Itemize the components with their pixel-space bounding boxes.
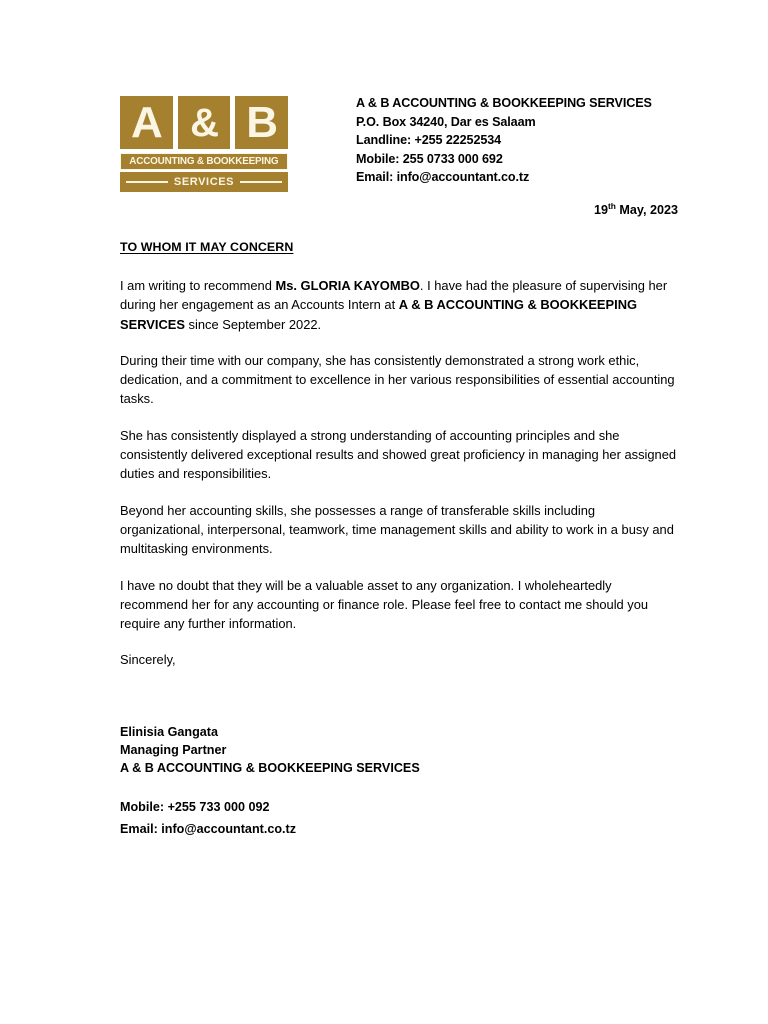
p1-text-1: I am writing to recommend bbox=[120, 278, 276, 293]
paragraph-5: I have no doubt that they will be a valuable asset to any organization. I wholeheartedly recommend her for any accounting or finance role. Please feel free to contact me should you require any further information. bbox=[120, 577, 649, 632]
letterhead-company-name: A & B ACCOUNTING & BOOKKEEPING SERVICES bbox=[356, 96, 652, 110]
footer-mobile: Mobile: +255 733 000 092 bbox=[120, 800, 270, 815]
logo-services-row bbox=[120, 172, 288, 192]
p1-bold-candidate-name: Ms. GLORIA KAYOMBO bbox=[275, 278, 420, 293]
logo-band-text: ACCOUNTING & BOOKKEEPING bbox=[129, 156, 279, 167]
letter-date bbox=[594, 200, 678, 217]
letter-closing: Sincerely, bbox=[120, 652, 176, 668]
logo-letter-a: A bbox=[120, 96, 173, 149]
signature-block bbox=[120, 723, 678, 778]
letter-body bbox=[120, 240, 678, 840]
paragraph-1 bbox=[120, 276, 678, 334]
paragraph-4: Beyond her accounting skills, she possesses a range of transferable skills including organizational, interpersonal, teamwork, time management skills and ability to work in a busy and multitasking environments. bbox=[120, 502, 674, 557]
letterhead-address: P.O. Box 34240, Dar es Salaam bbox=[356, 114, 536, 129]
logo-rule-left bbox=[126, 181, 168, 183]
signer-name: Elinisia Gangata bbox=[120, 724, 218, 739]
company-logo bbox=[120, 96, 288, 192]
letterhead-mobile: Mobile: 255 0733 000 692 bbox=[356, 151, 503, 166]
letter-subject: TO WHOM IT MAY CONCERN bbox=[120, 240, 294, 254]
p1-text-3: since September 2022. bbox=[184, 316, 322, 332]
paragraph-2: During their time with our company, she has consistently demonstrated a strong work ethic, dedication, and a commitment to excellence in her various responsibilities of essential accounting tasks. bbox=[120, 352, 675, 407]
signer-title: Managing Partner bbox=[120, 742, 227, 757]
signer-company: A & B ACCOUNTING & BOOKKEEPING SERVICES bbox=[120, 761, 420, 776]
date-rest: May, 2023 bbox=[615, 203, 678, 217]
p1-text-2: . I have had the pleasure of supervising her during her engagement as an Accounts Intern at bbox=[120, 278, 668, 313]
logo-letter-b: B bbox=[235, 96, 288, 149]
letterhead-contact-block bbox=[356, 92, 652, 187]
logo-services-text: SERVICES bbox=[173, 176, 235, 188]
letterhead-landline: Landline: +255 22252534 bbox=[356, 133, 502, 148]
footer-contact-block bbox=[120, 796, 678, 840]
date-ordinal: th bbox=[608, 200, 616, 211]
date-day: 19 bbox=[594, 203, 609, 217]
footer-email: Email: info@accountant.co.tz bbox=[120, 822, 297, 837]
logo-letter-squares bbox=[120, 96, 288, 149]
letterhead-email: Email: info@accountant.co.tz bbox=[356, 170, 530, 185]
paragraph-3: She has consistently displayed a strong understanding of accounting principles and she consistently delivered exceptional results and showed great proficiency in managing her assigned duties and responsibilities. bbox=[120, 427, 677, 482]
p1-bold-company-name: A & B ACCOUNTING & BOOKKEEPING SERVICES bbox=[120, 297, 638, 332]
logo-letter-ampersand: & bbox=[178, 96, 231, 149]
logo-rule-right bbox=[240, 181, 282, 183]
logo-band bbox=[120, 153, 288, 170]
letterhead bbox=[120, 92, 680, 192]
